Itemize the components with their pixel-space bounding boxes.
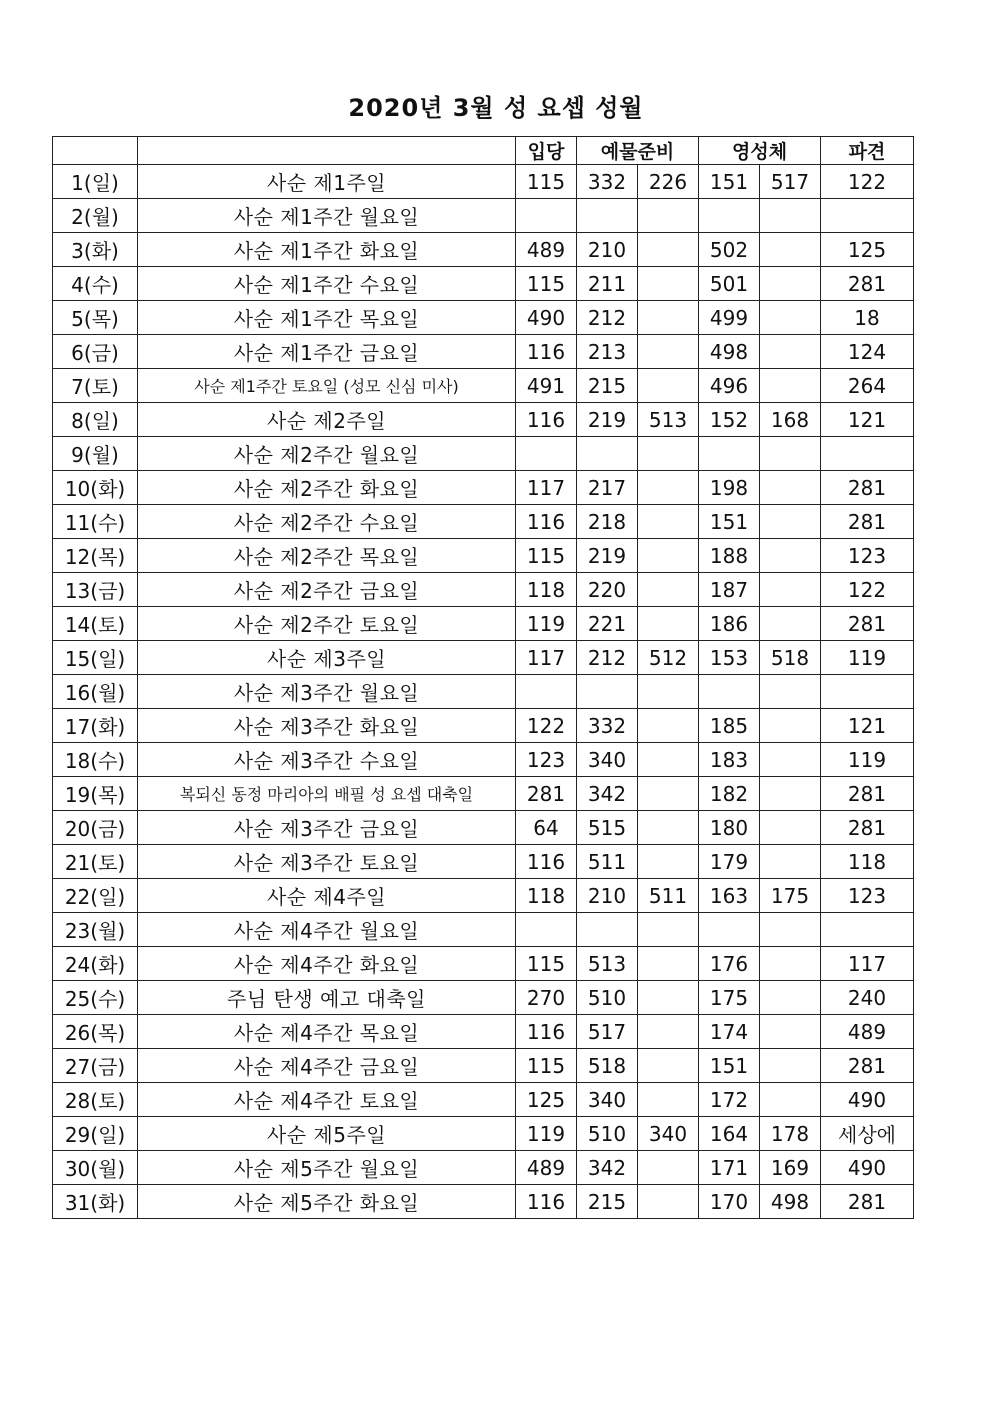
dismissal-hymn-cell: 121 [821,709,914,743]
offertory-hymn-1-cell [577,437,638,471]
entrance-hymn-cell: 116 [516,335,577,369]
liturgy-name-cell: 사순 제4주간 월요일 [138,913,516,947]
dismissal-hymn-cell [821,675,914,709]
dismissal-hymn-cell: 124 [821,335,914,369]
entrance-hymn-cell: 116 [516,505,577,539]
date-cell: 9(월) [53,437,138,471]
offertory-hymn-2-cell [638,301,699,335]
dismissal-hymn-cell: 121 [821,403,914,437]
offertory-hymn-1-cell: 221 [577,607,638,641]
liturgy-name-cell: 사순 제4주간 화요일 [138,947,516,981]
entrance-hymn-cell: 123 [516,743,577,777]
liturgy-name-cell: 사순 제5주간 월요일 [138,1151,516,1185]
date-cell: 1(일) [53,165,138,199]
table-row [53,709,914,743]
communion-hymn-1-cell: 180 [699,811,760,845]
communion-hymn-1-cell: 170 [699,1185,760,1219]
table-row [53,539,914,573]
dismissal-hymn-cell: 18 [821,301,914,335]
liturgy-name-cell: 사순 제1주간 화요일 [138,233,516,267]
communion-hymn-2-cell [760,369,821,403]
communion-hymn-2-cell [760,437,821,471]
dismissal-hymn-cell: 122 [821,573,914,607]
communion-hymn-1-cell: 172 [699,1083,760,1117]
offertory-hymn-2-cell [638,607,699,641]
offertory-hymn-1-cell: 332 [577,709,638,743]
table-row [53,1185,914,1219]
table-row [53,573,914,607]
liturgy-name-cell: 사순 제4주간 목요일 [138,1015,516,1049]
liturgy-name-cell: 사순 제1주간 월요일 [138,199,516,233]
table-row [53,879,914,913]
table-row [53,1151,914,1185]
entrance-hymn-cell: 118 [516,573,577,607]
date-cell: 26(목) [53,1015,138,1049]
communion-hymn-1-cell: 496 [699,369,760,403]
dismissal-hymn-cell: 281 [821,1049,914,1083]
communion-hymn-1-cell: 152 [699,403,760,437]
communion-hymn-1-cell [699,437,760,471]
communion-hymn-2-cell [760,1083,821,1117]
liturgy-name-cell: 사순 제2주일 [138,403,516,437]
table-row [53,981,914,1015]
date-cell: 28(토) [53,1083,138,1117]
table-row [53,1015,914,1049]
liturgy-name-cell: 사순 제3주간 금요일 [138,811,516,845]
communion-hymn-1-cell: 171 [699,1151,760,1185]
dismissal-hymn-cell: 281 [821,1185,914,1219]
table-row [53,743,914,777]
entrance-hymn-cell: 115 [516,539,577,573]
table-row [53,369,914,403]
offertory-hymn-1-cell: 219 [577,539,638,573]
table-row [53,777,914,811]
offertory-hymn-1-cell: 211 [577,267,638,301]
table-row [53,1083,914,1117]
date-cell: 24(화) [53,947,138,981]
offertory-hymn-1-cell: 518 [577,1049,638,1083]
communion-hymn-2-cell [760,981,821,1015]
offertory-hymn-1-cell: 340 [577,1083,638,1117]
communion-hymn-2-cell [760,335,821,369]
liturgy-name-cell: 사순 제4주간 토요일 [138,1083,516,1117]
table-row [53,811,914,845]
entrance-hymn-cell: 117 [516,641,577,675]
liturgy-name-cell: 복되신 동정 마리아의 배필 성 요셉 대축일 [138,777,516,811]
communion-hymn-1-cell [699,675,760,709]
dismissal-hymn-cell: 489 [821,1015,914,1049]
communion-hymn-1-cell: 502 [699,233,760,267]
offertory-hymn-2-cell [638,267,699,301]
offertory-hymn-1-cell [577,913,638,947]
date-cell: 15(일) [53,641,138,675]
dismissal-hymn-cell: 125 [821,233,914,267]
date-cell: 3(화) [53,233,138,267]
dismissal-hymn-cell: 281 [821,607,914,641]
date-cell: 18(수) [53,743,138,777]
communion-hymn-2-cell [760,471,821,505]
offertory-hymn-2-cell [638,709,699,743]
date-cell: 16(월) [53,675,138,709]
offertory-hymn-2-cell [638,1015,699,1049]
table-row [53,505,914,539]
table-row [53,1049,914,1083]
communion-hymn-2-cell: 168 [760,403,821,437]
offertory-hymn-2-cell: 511 [638,879,699,913]
offertory-hymn-2-cell [638,369,699,403]
offertory-hymn-1-cell: 340 [577,743,638,777]
offertory-hymn-1-cell: 215 [577,369,638,403]
liturgy-name-cell: 사순 제5주일 [138,1117,516,1151]
communion-hymn-1-cell: 188 [699,539,760,573]
offertory-hymn-1-cell: 218 [577,505,638,539]
liturgy-name-cell: 사순 제1주간 수요일 [138,267,516,301]
entrance-hymn-cell: 119 [516,1117,577,1151]
offertory-hymn-1-cell: 219 [577,403,638,437]
date-cell: 29(일) [53,1117,138,1151]
communion-hymn-1-cell: 499 [699,301,760,335]
communion-hymn-1-cell: 198 [699,471,760,505]
liturgy-name-cell: 사순 제3주간 수요일 [138,743,516,777]
date-cell: 25(수) [53,981,138,1015]
dismissal-hymn-cell: 117 [821,947,914,981]
communion-hymn-1-cell: 151 [699,165,760,199]
communion-hymn-2-cell [760,743,821,777]
offertory-hymn-1-cell: 210 [577,233,638,267]
header-offertory: 예물준비 [577,137,699,165]
liturgy-name-cell: 사순 제3주간 화요일 [138,709,516,743]
entrance-hymn-cell: 489 [516,233,577,267]
entrance-hymn-cell: 489 [516,1151,577,1185]
offertory-hymn-1-cell: 217 [577,471,638,505]
entrance-hymn-cell: 64 [516,811,577,845]
date-cell: 14(토) [53,607,138,641]
entrance-hymn-cell [516,913,577,947]
liturgy-name-cell: 사순 제4주일 [138,879,516,913]
entrance-hymn-cell: 115 [516,947,577,981]
offertory-hymn-1-cell [577,675,638,709]
liturgy-name-cell: 사순 제4주간 금요일 [138,1049,516,1083]
offertory-hymn-1-cell: 517 [577,1015,638,1049]
date-cell: 12(목) [53,539,138,573]
entrance-hymn-cell [516,199,577,233]
communion-hymn-1-cell: 151 [699,1049,760,1083]
table-body [53,165,914,1219]
dismissal-hymn-cell: 119 [821,743,914,777]
communion-hymn-1-cell: 174 [699,1015,760,1049]
communion-hymn-2-cell [760,947,821,981]
communion-hymn-1-cell: 163 [699,879,760,913]
communion-hymn-2-cell [760,573,821,607]
communion-hymn-2-cell: 175 [760,879,821,913]
table-row [53,1117,914,1151]
offertory-hymn-2-cell [638,947,699,981]
offertory-hymn-2-cell [638,1185,699,1219]
offertory-hymn-1-cell: 332 [577,165,638,199]
liturgy-name-cell: 사순 제1주일 [138,165,516,199]
offertory-hymn-1-cell: 215 [577,1185,638,1219]
communion-hymn-2-cell: 518 [760,641,821,675]
liturgy-name-cell: 사순 제3주간 토요일 [138,845,516,879]
communion-hymn-2-cell [760,913,821,947]
communion-hymn-2-cell [760,233,821,267]
offertory-hymn-1-cell: 213 [577,335,638,369]
offertory-hymn-2-cell [638,199,699,233]
communion-hymn-1-cell: 179 [699,845,760,879]
offertory-hymn-2-cell [638,777,699,811]
offertory-hymn-2-cell [638,913,699,947]
header-dismissal: 파견 [821,137,914,165]
communion-hymn-2-cell [760,1015,821,1049]
offertory-hymn-2-cell: 513 [638,403,699,437]
offertory-hymn-2-cell [638,471,699,505]
liturgy-name-cell: 사순 제1주간 금요일 [138,335,516,369]
date-cell: 27(금) [53,1049,138,1083]
dismissal-hymn-cell: 세상에 [821,1117,914,1151]
communion-hymn-1-cell: 151 [699,505,760,539]
dismissal-hymn-cell: 281 [821,777,914,811]
offertory-hymn-2-cell [638,675,699,709]
communion-hymn-1-cell: 182 [699,777,760,811]
offertory-hymn-2-cell [638,437,699,471]
offertory-hymn-2-cell [638,1083,699,1117]
table-row [53,301,914,335]
liturgy-name-cell: 사순 제2주간 목요일 [138,539,516,573]
communion-hymn-2-cell: 178 [760,1117,821,1151]
entrance-hymn-cell: 115 [516,267,577,301]
offertory-hymn-2-cell: 226 [638,165,699,199]
offertory-hymn-1-cell: 212 [577,301,638,335]
entrance-hymn-cell: 116 [516,1015,577,1049]
entrance-hymn-cell [516,437,577,471]
communion-hymn-2-cell [760,1049,821,1083]
dismissal-hymn-cell: 281 [821,811,914,845]
offertory-hymn-2-cell [638,811,699,845]
communion-hymn-2-cell: 517 [760,165,821,199]
communion-hymn-1-cell [699,913,760,947]
table-row [53,607,914,641]
table-row [53,675,914,709]
table-row [53,199,914,233]
liturgy-name-cell: 사순 제2주간 화요일 [138,471,516,505]
communion-hymn-1-cell: 153 [699,641,760,675]
date-cell: 17(화) [53,709,138,743]
dismissal-hymn-cell: 123 [821,879,914,913]
offertory-hymn-2-cell: 512 [638,641,699,675]
date-cell: 20(금) [53,811,138,845]
offertory-hymn-1-cell: 342 [577,1151,638,1185]
date-cell: 4(수) [53,267,138,301]
date-cell: 8(일) [53,403,138,437]
dismissal-hymn-cell: 123 [821,539,914,573]
dismissal-hymn-cell: 240 [821,981,914,1015]
communion-hymn-2-cell [760,607,821,641]
communion-hymn-2-cell [760,539,821,573]
entrance-hymn-cell: 490 [516,301,577,335]
communion-hymn-1-cell: 175 [699,981,760,1015]
communion-hymn-1-cell: 187 [699,573,760,607]
table-row [53,913,914,947]
offertory-hymn-1-cell: 513 [577,947,638,981]
communion-hymn-1-cell: 498 [699,335,760,369]
header-date [53,137,138,165]
date-cell: 19(목) [53,777,138,811]
communion-hymn-2-cell [760,845,821,879]
date-cell: 23(월) [53,913,138,947]
offertory-hymn-2-cell [638,743,699,777]
liturgy-name-cell: 사순 제1주간 목요일 [138,301,516,335]
table-row [53,335,914,369]
communion-hymn-1-cell: 185 [699,709,760,743]
date-cell: 21(토) [53,845,138,879]
liturgy-name-cell: 사순 제3주일 [138,641,516,675]
dismissal-hymn-cell: 281 [821,471,914,505]
offertory-hymn-2-cell [638,233,699,267]
offertory-hymn-1-cell [577,199,638,233]
offertory-hymn-1-cell: 510 [577,981,638,1015]
communion-hymn-2-cell [760,811,821,845]
entrance-hymn-cell: 270 [516,981,577,1015]
offertory-hymn-2-cell [638,539,699,573]
communion-hymn-2-cell: 498 [760,1185,821,1219]
communion-hymn-2-cell [760,777,821,811]
entrance-hymn-cell: 125 [516,1083,577,1117]
date-cell: 6(금) [53,335,138,369]
liturgy-name-cell: 사순 제2주간 금요일 [138,573,516,607]
liturgy-name-cell: 사순 제2주간 수요일 [138,505,516,539]
entrance-hymn-cell: 117 [516,471,577,505]
communion-hymn-2-cell: 169 [760,1151,821,1185]
table-row [53,947,914,981]
offertory-hymn-2-cell [638,845,699,879]
communion-hymn-2-cell [760,301,821,335]
liturgy-name-cell: 사순 제3주간 월요일 [138,675,516,709]
communion-hymn-1-cell: 501 [699,267,760,301]
offertory-hymn-1-cell: 210 [577,879,638,913]
communion-hymn-2-cell [760,505,821,539]
liturgy-name-cell: 사순 제5주간 화요일 [138,1185,516,1219]
offertory-hymn-2-cell: 340 [638,1117,699,1151]
hymn-schedule-table [52,136,914,1219]
date-cell: 5(목) [53,301,138,335]
header-communion: 영성체 [699,137,821,165]
entrance-hymn-cell: 281 [516,777,577,811]
dismissal-hymn-cell [821,437,914,471]
date-cell: 30(월) [53,1151,138,1185]
date-cell: 2(월) [53,199,138,233]
dismissal-hymn-cell [821,913,914,947]
communion-hymn-1-cell: 164 [699,1117,760,1151]
offertory-hymn-1-cell: 342 [577,777,638,811]
offertory-hymn-2-cell [638,981,699,1015]
entrance-hymn-cell: 119 [516,607,577,641]
date-cell: 31(화) [53,1185,138,1219]
offertory-hymn-1-cell: 510 [577,1117,638,1151]
communion-hymn-1-cell: 186 [699,607,760,641]
date-cell: 7(토) [53,369,138,403]
offertory-hymn-2-cell [638,1151,699,1185]
entrance-hymn-cell: 122 [516,709,577,743]
dismissal-hymn-cell: 122 [821,165,914,199]
communion-hymn-2-cell [760,709,821,743]
communion-hymn-1-cell: 176 [699,947,760,981]
offertory-hymn-2-cell [638,505,699,539]
date-cell: 10(화) [53,471,138,505]
table-row [53,233,914,267]
table-row [53,437,914,471]
table-row [53,165,914,199]
dismissal-hymn-cell: 490 [821,1083,914,1117]
dismissal-hymn-cell: 119 [821,641,914,675]
offertory-hymn-2-cell [638,573,699,607]
offertory-hymn-1-cell: 515 [577,811,638,845]
date-cell: 22(일) [53,879,138,913]
entrance-hymn-cell: 115 [516,1049,577,1083]
dismissal-hymn-cell: 490 [821,1151,914,1185]
communion-hymn-2-cell [760,199,821,233]
offertory-hymn-1-cell: 511 [577,845,638,879]
entrance-hymn-cell: 116 [516,1185,577,1219]
entrance-hymn-cell: 115 [516,165,577,199]
dismissal-hymn-cell: 281 [821,505,914,539]
entrance-hymn-cell [516,675,577,709]
entrance-hymn-cell: 116 [516,845,577,879]
liturgy-name-cell: 사순 제1주간 토요일 (성모 신심 미사) [138,369,516,403]
dismissal-hymn-cell: 281 [821,267,914,301]
liturgy-name-cell: 사순 제2주간 월요일 [138,437,516,471]
offertory-hymn-2-cell [638,335,699,369]
offertory-hymn-1-cell: 220 [577,573,638,607]
date-cell: 13(금) [53,573,138,607]
date-cell: 11(수) [53,505,138,539]
liturgy-name-cell: 사순 제2주간 토요일 [138,607,516,641]
communion-hymn-1-cell [699,199,760,233]
table-row [53,845,914,879]
table-row [53,267,914,301]
table-row [53,471,914,505]
table-header-row [53,137,914,165]
entrance-hymn-cell: 118 [516,879,577,913]
liturgy-name-cell: 주님 탄생 예고 대축일 [138,981,516,1015]
table-row [53,641,914,675]
dismissal-hymn-cell: 264 [821,369,914,403]
entrance-hymn-cell: 491 [516,369,577,403]
communion-hymn-1-cell: 183 [699,743,760,777]
offertory-hymn-1-cell: 212 [577,641,638,675]
offertory-hymn-2-cell [638,1049,699,1083]
dismissal-hymn-cell [821,199,914,233]
header-entrance: 입당 [516,137,577,165]
page-title: 2020년 3월 성 요셉 성월 [348,94,644,122]
header-name [138,137,516,165]
table-row [53,403,914,437]
communion-hymn-2-cell [760,675,821,709]
entrance-hymn-cell: 116 [516,403,577,437]
dismissal-hymn-cell: 118 [821,845,914,879]
communion-hymn-2-cell [760,267,821,301]
